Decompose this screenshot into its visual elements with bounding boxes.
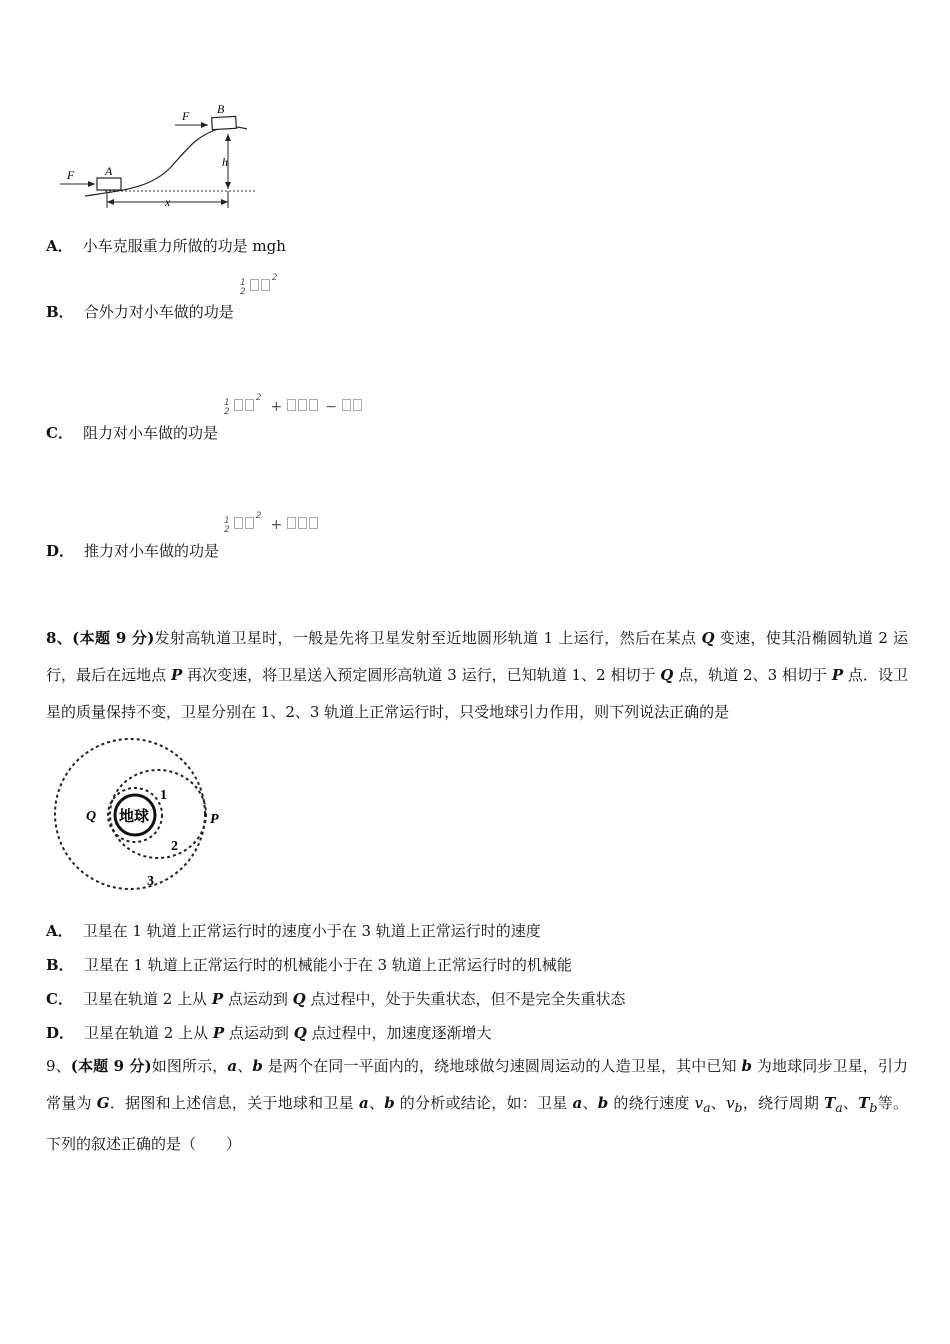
formula-c: 1 2 2 + − [224,399,364,417]
formula-d: 1 2 2 + [224,517,320,535]
label-a: A [105,164,113,178]
question-points: (本题 9 分) [72,629,155,647]
label-b: B [217,102,225,116]
car-b [212,116,237,129]
option-text: 阻力对小车做的功是 [82,424,218,442]
label-x: x [165,195,171,209]
q7-option-b [46,302,234,322]
option-letter: B． [46,303,74,321]
label-q: Q [86,809,97,824]
car-a [97,178,121,190]
q8-option-d: D． 卫星在轨道 2 上从 P 点运动到 Q 点过程中，加速度逐渐增大 [46,1024,492,1042]
label-f1: F [67,168,75,182]
q7-option-c [46,423,218,443]
orbit-1-label: 1 [160,788,167,803]
fraction-half: 1 2 [224,516,230,535]
question-number: 9、 [46,1057,71,1075]
label-h: h [222,155,228,169]
orbit-2-label: 2 [171,839,178,854]
q7-option-a [46,236,286,256]
option-text: 小车克服重力所做的功是 mgh [82,237,286,255]
figure-orbits [50,730,240,900]
option-letter: D． [46,542,75,560]
q8-option-c: C． 卫星在轨道 2 上从 P 点运动到 Q 点过程中，处于失重状态，但不是完全失重状态 [46,990,626,1008]
option-letter: A． [46,237,73,255]
q7-option-d [46,541,219,561]
earth-label: 地球 [119,807,150,825]
fraction-half: 1 2 [224,398,230,417]
label-p: P [210,812,219,827]
option-letter: C． [46,424,73,442]
question-9: 9、(本题 9 分)如图所示，a、b 是两个在同一平面内的，绕地球做匀速圆周运动的人造卫星，其中已知 b 为地球同步卫星，引力常量为 G．据图和上述信息，关于地球和卫星 a、b 的分析或结论，如：卫星 a、b 的绕行速度 $v_a$、$v_b$，绕行周期 $T_a$、$T_b$等。下列的叙述正确的是（ ） [46,1057,908,1153]
label-f2: F [182,109,190,123]
question-points: (本题 9 分) [70,1057,152,1075]
question-number: 8、 [46,629,73,647]
orbit-3-label: 3 [147,874,154,889]
q8-option-a: A． 卫星在 1 轨道上正常运行时的速度小于在 3 轨道上正常运行时的速度 [46,922,541,940]
option-text: 合外力对小车做的功是 [83,303,234,321]
option-text: 推力对小车做的功是 [84,542,220,560]
formula-b: 1 2 2 [240,273,278,297]
question-8: 8、(本题 9 分)发射高轨道卫星时，一般是先将卫星发射至近地圆形轨道 1 上运行，然后在某点 Q 变速，使其沿椭圆轨道 2 运行，最后在远地点 P 再次变速，将卫星送入预定圆形高轨道 3 运行，已知轨道 1、2 相切于 Q 点，轨道 2、3 相切于 P 点．设卫星的质量保持不变，卫星分别在 1、2、3 轨道上正常运行时，只受地球引力作用，则下列说法正确的是 [46,629,909,721]
q8-option-b: B． 卫星在 1 轨道上正常运行时的机械能小于在 3 轨道上正常运行时的机械能 [46,956,572,974]
figure-incline [55,98,265,214]
fraction-half: 1 2 [240,278,246,297]
